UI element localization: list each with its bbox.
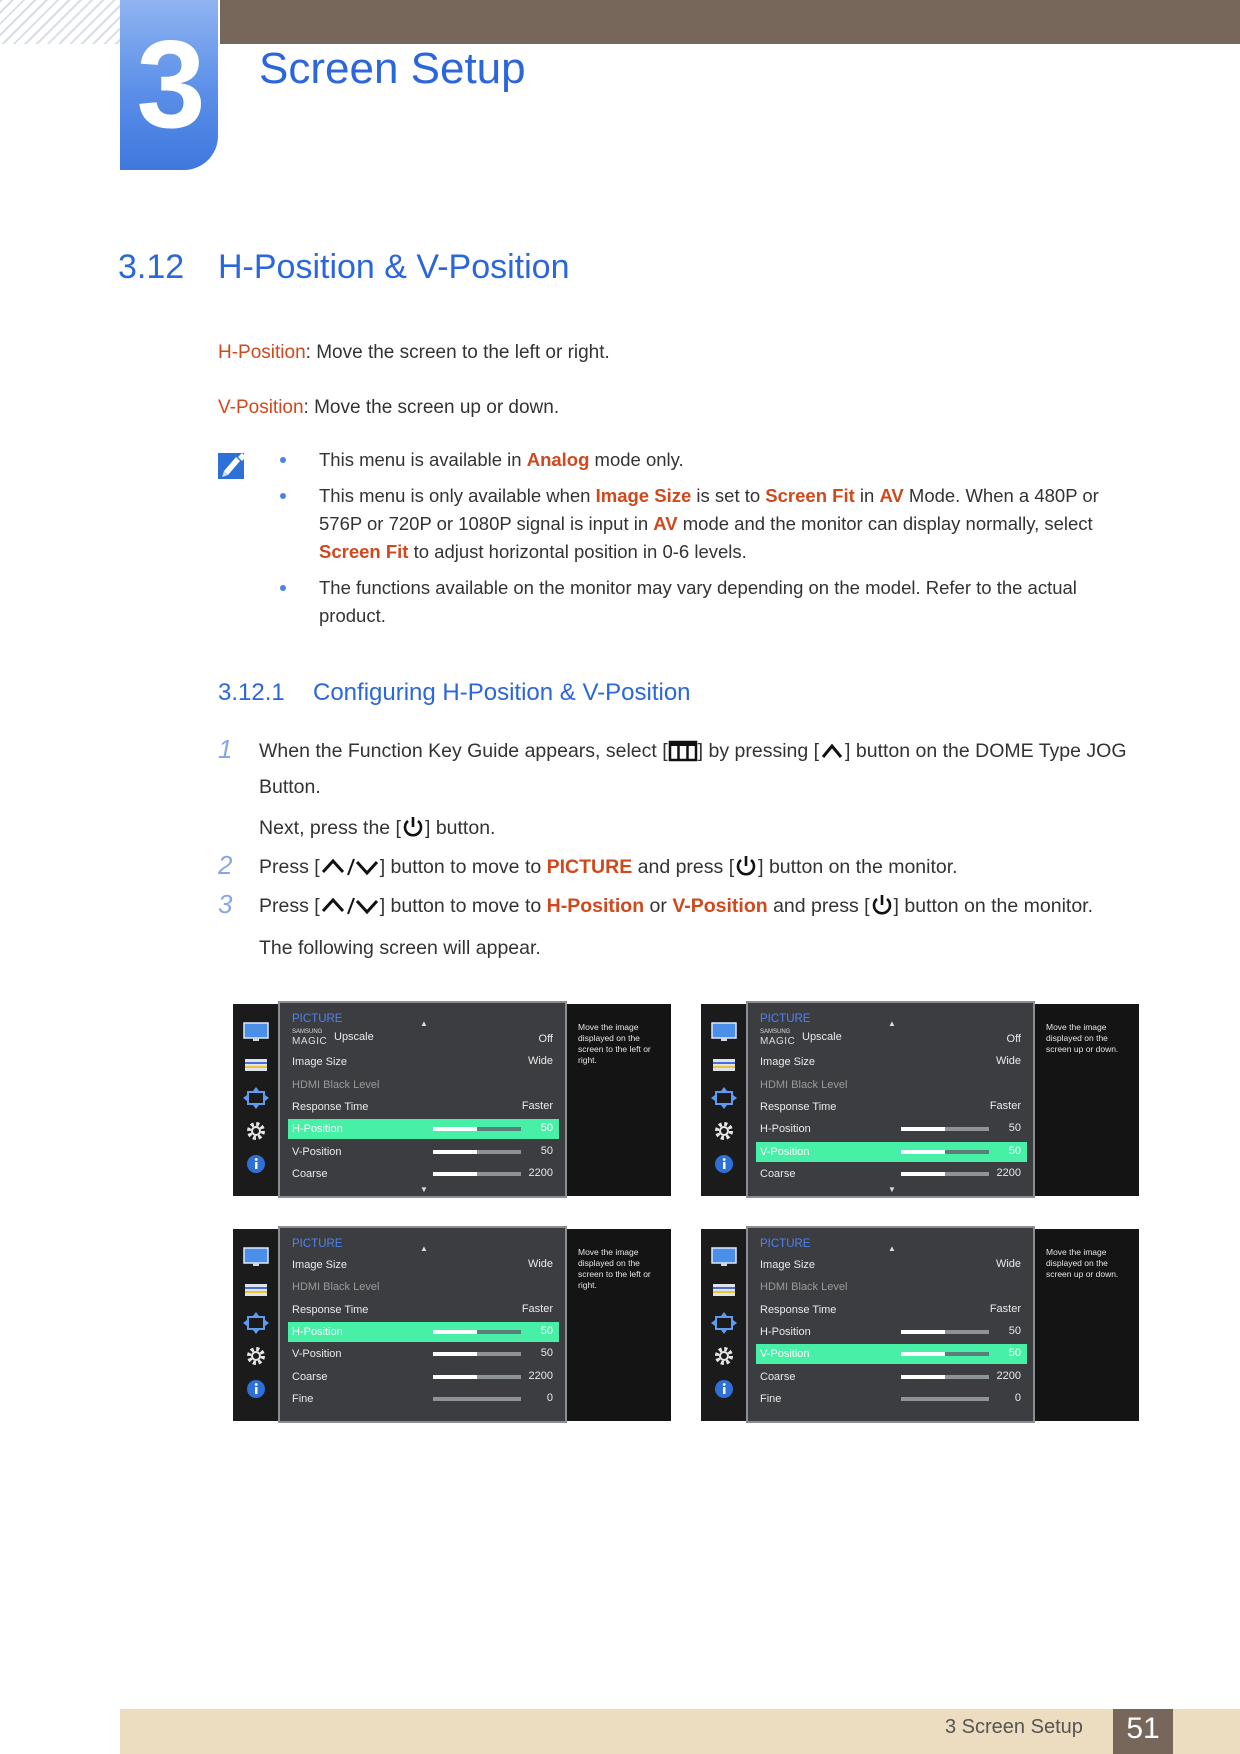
osd-menu-item[interactable] bbox=[288, 1367, 559, 1387]
osd-menu-item[interactable] bbox=[288, 1389, 559, 1409]
step-1-next bbox=[259, 813, 1168, 849]
osd-item-label: Fine bbox=[292, 1392, 314, 1405]
osd-slider[interactable] bbox=[433, 1375, 521, 1379]
osd-slider[interactable] bbox=[901, 1352, 989, 1356]
osd-menu-item[interactable] bbox=[756, 1052, 1027, 1072]
osd-item-value: 50 bbox=[540, 1144, 553, 1157]
up-down-icon bbox=[320, 895, 380, 927]
monitor-icon[interactable] bbox=[711, 1246, 737, 1268]
osd-menu-panel bbox=[278, 1226, 567, 1423]
osd-item-label: H-Position bbox=[292, 1123, 343, 1136]
note-text: This menu is available in bbox=[319, 449, 527, 470]
gear-icon[interactable] bbox=[243, 1120, 269, 1142]
bullet-icon bbox=[280, 493, 286, 499]
step-number: 1 bbox=[218, 734, 233, 764]
osd-slider[interactable] bbox=[901, 1172, 989, 1176]
osd-screen bbox=[701, 1004, 1139, 1196]
info-icon[interactable] bbox=[711, 1378, 737, 1400]
osd-help-text: Move the image displayed on the screen to the left or right. bbox=[578, 1022, 651, 1065]
intro-h-position-text: : Move the screen to the left or right. bbox=[305, 342, 610, 363]
osd-item-label: V-Position bbox=[760, 1348, 810, 1361]
osd-menu-panel bbox=[746, 1226, 1035, 1423]
chapter-title: Screen Setup bbox=[259, 44, 526, 93]
osd-item-label: H-Position bbox=[760, 1325, 811, 1338]
power-icon bbox=[870, 893, 894, 927]
osd-help-text: Move the image displayed on the screen up or down. bbox=[1046, 1247, 1119, 1279]
osd-slider-fill bbox=[901, 1375, 945, 1379]
osd-item-value: 0 bbox=[1014, 1391, 1021, 1404]
intro-h-position bbox=[218, 342, 610, 364]
step-text: ] button. bbox=[424, 817, 496, 839]
osd-menu-title: PICTURE bbox=[760, 1013, 811, 1025]
osd-slider-fill bbox=[901, 1330, 945, 1334]
subsection-title: Configuring H-Position & V-Position bbox=[313, 679, 691, 706]
term-v-position: V-Position bbox=[672, 895, 768, 917]
monitor-icon[interactable] bbox=[711, 1021, 737, 1043]
footer-chapter-label: 3 Screen Setup bbox=[945, 1716, 1083, 1738]
note-list bbox=[280, 446, 1140, 638]
osd-slider[interactable] bbox=[433, 1150, 521, 1154]
osd-slider-fill bbox=[901, 1172, 945, 1176]
power-icon bbox=[401, 815, 425, 849]
step-text: Next, press the [ bbox=[259, 817, 401, 839]
highlighted-term: AV bbox=[653, 513, 678, 534]
scroll-down-icon[interactable]: ▼ bbox=[420, 1185, 428, 1194]
osd-menu-item[interactable] bbox=[288, 1164, 559, 1184]
osd-help-text: Move the image displayed on the screen to the left or right. bbox=[578, 1247, 651, 1290]
note-icon bbox=[218, 451, 248, 481]
magic-upscale-label bbox=[292, 1029, 374, 1047]
note-text: to adjust horizontal position in 0-6 levels. bbox=[408, 541, 747, 562]
osd-menu-item[interactable] bbox=[756, 1300, 1027, 1320]
osd-slider-fill bbox=[901, 1150, 945, 1154]
osd-menu-panel bbox=[278, 1001, 567, 1198]
osd-item-value: 50 bbox=[1008, 1144, 1021, 1157]
osd-menu-title: PICTURE bbox=[760, 1238, 811, 1250]
osd-item-label: Coarse bbox=[292, 1167, 328, 1180]
info-icon[interactable] bbox=[243, 1153, 269, 1175]
position-icon[interactable] bbox=[711, 1087, 737, 1109]
osd-menu-item[interactable] bbox=[756, 1344, 1027, 1364]
osd-item-value: 50 bbox=[1008, 1347, 1021, 1360]
osd-item-value: Faster bbox=[989, 1302, 1021, 1315]
step-3-text bbox=[259, 891, 1168, 927]
section-heading bbox=[118, 248, 570, 287]
osd-item-label: Response Time bbox=[292, 1303, 369, 1316]
step-1 bbox=[218, 736, 1168, 849]
osd-screen bbox=[233, 1229, 671, 1421]
chevron-up-icon bbox=[819, 740, 845, 772]
osd-item-label: Upscale bbox=[334, 1031, 374, 1043]
power-icon bbox=[734, 854, 758, 888]
osd-slider[interactable] bbox=[901, 1375, 989, 1379]
osd-item-label: H-Position bbox=[760, 1123, 811, 1136]
osd-item-label: Response Time bbox=[760, 1303, 837, 1316]
osd-item-value: Wide bbox=[995, 1258, 1021, 1270]
osd-menu-item[interactable] bbox=[756, 1322, 1027, 1342]
osd-slider-fill bbox=[433, 1375, 477, 1379]
osd-item-label: H-Position bbox=[292, 1325, 343, 1338]
osd-item-value: 50 bbox=[1008, 1122, 1021, 1135]
osd-icon-column bbox=[701, 1229, 746, 1421]
osd-slider-fill bbox=[433, 1352, 477, 1356]
note-item bbox=[280, 446, 1140, 474]
osd-slider[interactable] bbox=[433, 1127, 521, 1131]
step-1-text bbox=[259, 736, 1168, 803]
osd-item-label: Response Time bbox=[760, 1100, 837, 1113]
note-text: mode only. bbox=[589, 449, 684, 470]
osd-menu-item[interactable] bbox=[756, 1097, 1027, 1117]
osd-menu-item[interactable] bbox=[288, 1344, 559, 1364]
step-number: 3 bbox=[218, 889, 233, 919]
gear-icon[interactable] bbox=[243, 1345, 269, 1367]
section-number: 3.12 bbox=[118, 248, 185, 286]
position-icon[interactable] bbox=[243, 1087, 269, 1109]
osd-menu-item[interactable] bbox=[288, 1277, 559, 1297]
monitor-icon[interactable] bbox=[243, 1246, 269, 1268]
magic-logo: MAGIC bbox=[760, 1036, 796, 1047]
scroll-up-icon[interactable]: ▲ bbox=[420, 1019, 428, 1028]
page-number: 51 bbox=[1126, 1712, 1160, 1745]
step-text: Press [ bbox=[259, 856, 320, 878]
osd-item-label: Coarse bbox=[760, 1370, 796, 1383]
term-h-position: H-Position bbox=[218, 342, 306, 363]
picture-settings-icon[interactable] bbox=[711, 1279, 737, 1301]
picture-settings-icon[interactable] bbox=[243, 1054, 269, 1076]
subsection-heading bbox=[218, 679, 691, 707]
scroll-down-icon[interactable]: ▼ bbox=[888, 1185, 896, 1194]
bullet-icon bbox=[280, 457, 286, 463]
osd-item-value: 2200 bbox=[528, 1369, 553, 1382]
osd-menu-item[interactable] bbox=[288, 1119, 559, 1139]
up-down-icon bbox=[320, 856, 380, 888]
osd-menu-item[interactable] bbox=[756, 1277, 1027, 1297]
osd-item-label: Image Size bbox=[292, 1056, 348, 1069]
osd-item-label: V-Position bbox=[760, 1145, 810, 1158]
osd-item-value: 2200 bbox=[996, 1369, 1021, 1382]
intro-v-position bbox=[218, 397, 559, 419]
step-text: ] button on the monitor. bbox=[893, 895, 1094, 917]
scroll-up-icon[interactable]: ▲ bbox=[888, 1019, 896, 1028]
osd-item-value: Faster bbox=[521, 1099, 553, 1112]
step-number: 2 bbox=[218, 850, 233, 880]
osd-item-label: HDMI Black Level bbox=[760, 1078, 848, 1091]
step-text: or bbox=[644, 895, 673, 917]
step-2-text bbox=[259, 852, 1168, 888]
osd-menu-item[interactable] bbox=[756, 1164, 1027, 1184]
highlighted-term: AV bbox=[879, 485, 904, 506]
position-icon[interactable] bbox=[711, 1312, 737, 1334]
magic-logo: MAGIC bbox=[292, 1036, 328, 1047]
osd-screen bbox=[233, 1004, 671, 1196]
term-picture: PICTURE bbox=[546, 856, 633, 878]
osd-menu-item[interactable] bbox=[756, 1389, 1027, 1409]
osd-item-value: 50 bbox=[540, 1324, 553, 1337]
step-text: When the Function Key Guide appears, select [ bbox=[259, 740, 668, 762]
note-text: in bbox=[854, 485, 880, 506]
osd-menu-item[interactable] bbox=[288, 1097, 559, 1117]
osd-item-value: Off bbox=[538, 1033, 553, 1045]
osd-item-label: HDMI Black Level bbox=[292, 1078, 380, 1091]
osd-item-value: 50 bbox=[1008, 1324, 1021, 1337]
osd-item-value: Off bbox=[1006, 1033, 1021, 1045]
osd-slider[interactable] bbox=[901, 1150, 989, 1154]
gear-icon[interactable] bbox=[711, 1345, 737, 1367]
osd-icon-column bbox=[233, 1229, 278, 1421]
highlighted-term: Screen Fit bbox=[765, 485, 855, 506]
term-h-position: H-Position bbox=[546, 895, 645, 917]
osd-screen bbox=[701, 1229, 1139, 1421]
note-text: is set to bbox=[691, 485, 766, 506]
osd-slider[interactable] bbox=[901, 1127, 989, 1131]
note-text: The functions available on the monitor may vary depending on the model. Refer to the actual product. bbox=[319, 577, 1077, 626]
osd-menu-item[interactable] bbox=[288, 1300, 559, 1320]
osd-item-label: Fine bbox=[760, 1392, 782, 1405]
osd-menu-panel bbox=[746, 1001, 1035, 1198]
osd-item-value: 2200 bbox=[996, 1166, 1021, 1179]
osd-item-label: Image Size bbox=[760, 1259, 816, 1271]
step-text: Press [ bbox=[259, 895, 320, 917]
note-text: mode and the monitor can display normally, select bbox=[677, 513, 1093, 534]
osd-menu-item[interactable] bbox=[756, 1367, 1027, 1387]
osd-icon-column bbox=[233, 1004, 278, 1196]
osd-slider-fill bbox=[433, 1172, 477, 1176]
osd-menu-title: PICTURE bbox=[292, 1238, 343, 1250]
info-icon[interactable] bbox=[243, 1378, 269, 1400]
step-text: ] by pressing [ bbox=[697, 740, 820, 762]
osd-menu-item[interactable] bbox=[288, 1255, 559, 1275]
osd-menu-item[interactable] bbox=[288, 1052, 559, 1072]
step-text: ] button to move to bbox=[379, 856, 547, 878]
note-item bbox=[280, 482, 1140, 566]
osd-slider[interactable] bbox=[433, 1397, 521, 1401]
osd-menu-item[interactable] bbox=[756, 1030, 1027, 1050]
osd-item-label: Image Size bbox=[292, 1259, 348, 1271]
osd-item-value: 50 bbox=[540, 1347, 553, 1360]
menu-icon bbox=[668, 740, 698, 772]
scroll-up-icon[interactable]: ▲ bbox=[420, 1244, 428, 1253]
osd-item-label: HDMI Black Level bbox=[292, 1281, 380, 1294]
osd-item-value: 0 bbox=[546, 1391, 553, 1404]
osd-slider[interactable] bbox=[901, 1330, 989, 1334]
osd-item-label: Upscale bbox=[802, 1031, 842, 1043]
osd-slider[interactable] bbox=[433, 1352, 521, 1356]
magic-logo-small: SAMSUNG bbox=[760, 1029, 791, 1035]
note-text: This menu is only available when bbox=[319, 485, 596, 506]
step-text: ] button to move to bbox=[379, 895, 547, 917]
osd-item-value: Wide bbox=[527, 1258, 553, 1270]
step-text: ] button on the DOME Type JOG Button. bbox=[259, 740, 1127, 798]
step-text: ] button on the monitor. bbox=[758, 856, 958, 878]
step-3 bbox=[218, 891, 1168, 964]
header-bar bbox=[220, 0, 1240, 44]
osd-icon-column bbox=[701, 1004, 746, 1196]
osd-slider-fill bbox=[433, 1127, 477, 1131]
subsection-number: 3.12.1 bbox=[218, 679, 285, 706]
section-title: H-Position & V-Position bbox=[218, 248, 570, 286]
intro-v-position-text: : Move the screen up or down. bbox=[303, 397, 560, 418]
osd-menu-item[interactable] bbox=[288, 1142, 559, 1162]
osd-menu-item[interactable] bbox=[756, 1075, 1027, 1095]
osd-item-value: Faster bbox=[521, 1302, 553, 1315]
magic-upscale-label bbox=[760, 1029, 842, 1047]
term-v-position: V-Position bbox=[218, 397, 304, 418]
step-3-follow: The following screen will appear. bbox=[259, 937, 541, 959]
info-icon[interactable] bbox=[711, 1153, 737, 1175]
osd-item-label: Coarse bbox=[760, 1167, 796, 1180]
magic-logo-small: SAMSUNG bbox=[292, 1029, 323, 1035]
chapter-number: 3 bbox=[136, 16, 202, 154]
note-item bbox=[280, 574, 1140, 630]
osd-help-text: Move the image displayed on the screen up or down. bbox=[1046, 1022, 1119, 1054]
position-icon[interactable] bbox=[243, 1312, 269, 1334]
highlighted-term: Screen Fit bbox=[319, 541, 409, 562]
picture-settings-icon[interactable] bbox=[711, 1054, 737, 1076]
step-text: and press [ bbox=[767, 895, 870, 917]
osd-slider-fill bbox=[901, 1352, 945, 1356]
step-2 bbox=[218, 852, 1168, 888]
osd-item-label: Coarse bbox=[292, 1370, 328, 1383]
osd-slider[interactable] bbox=[901, 1397, 989, 1401]
highlighted-term: Analog bbox=[526, 449, 590, 470]
highlighted-term: Image Size bbox=[595, 485, 692, 506]
note-text: Mode. When a 480P or 576P or 720P or 1080P signal is input in bbox=[319, 485, 1099, 534]
header-hatch-decoration bbox=[0, 0, 120, 44]
osd-slider[interactable] bbox=[433, 1330, 521, 1334]
osd-menu-item[interactable] bbox=[288, 1075, 559, 1095]
gear-icon[interactable] bbox=[711, 1120, 737, 1142]
picture-settings-icon[interactable] bbox=[243, 1279, 269, 1301]
osd-menu-item[interactable] bbox=[756, 1119, 1027, 1139]
monitor-icon[interactable] bbox=[243, 1021, 269, 1043]
osd-item-value: Faster bbox=[989, 1099, 1021, 1112]
osd-item-value: Wide bbox=[527, 1055, 553, 1068]
osd-menu-item[interactable] bbox=[756, 1255, 1027, 1275]
osd-item-value: 50 bbox=[540, 1122, 553, 1135]
osd-item-label: Image Size bbox=[760, 1056, 816, 1069]
osd-slider-fill bbox=[433, 1150, 477, 1154]
osd-slider[interactable] bbox=[433, 1172, 521, 1176]
osd-item-label: V-Position bbox=[292, 1348, 342, 1361]
osd-item-label: Response Time bbox=[292, 1100, 369, 1113]
osd-item-value: Wide bbox=[995, 1055, 1021, 1068]
osd-item-label: HDMI Black Level bbox=[760, 1281, 848, 1294]
osd-menu-title: PICTURE bbox=[292, 1013, 343, 1025]
osd-menu-item[interactable] bbox=[288, 1030, 559, 1050]
scroll-up-icon[interactable]: ▲ bbox=[888, 1244, 896, 1253]
osd-item-label: V-Position bbox=[292, 1145, 342, 1158]
osd-menu-item[interactable] bbox=[756, 1142, 1027, 1162]
osd-slider-fill bbox=[433, 1330, 477, 1334]
bullet-icon bbox=[280, 585, 286, 591]
osd-menu-item[interactable] bbox=[288, 1322, 559, 1342]
osd-slider-fill bbox=[901, 1127, 945, 1131]
step-text: and press [ bbox=[632, 856, 735, 878]
osd-item-value: 2200 bbox=[528, 1166, 553, 1179]
